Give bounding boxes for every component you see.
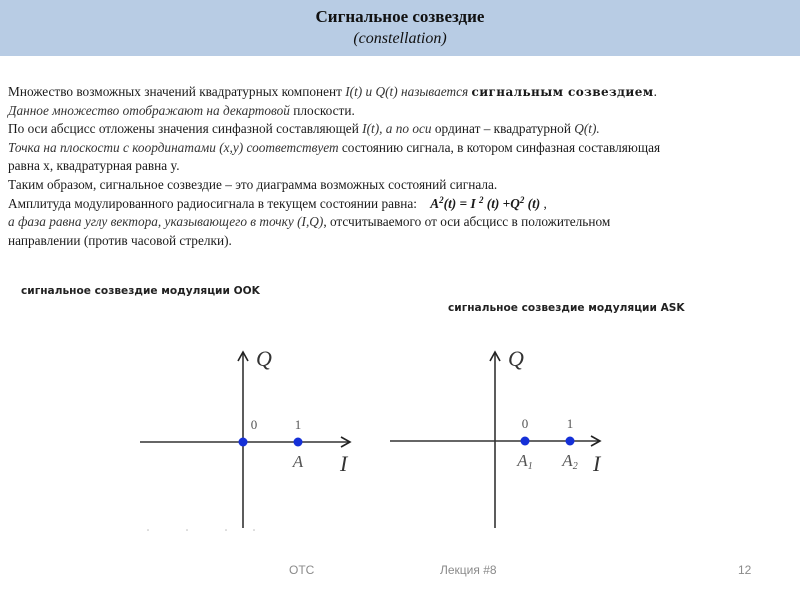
text-span-italic: Данное множество отображают на декартовой [8, 102, 290, 118]
text-line-7 [8, 195, 793, 214]
formula-part: (t) [524, 195, 544, 211]
text-line-4 [8, 139, 793, 158]
text-span-italic: I(t), а по оси [362, 121, 432, 137]
formula-part: A [430, 195, 440, 211]
text-span-italic: а фаза равна углу вектора, указывающего в точку (I,Q) [8, 214, 324, 230]
text-span: состоянию сигнала, в котором синфазная составляющая [338, 139, 661, 155]
ook-i-label: I [340, 451, 348, 476]
ask-bit-label: 0 [521, 416, 529, 431]
text-line-2 [8, 102, 793, 121]
artifact-dot [253, 529, 255, 531]
text-line-3 [8, 120, 793, 139]
text-span: . [653, 84, 657, 99]
ook-bit-label: 1 [294, 417, 302, 432]
slide-title: Сигнальное созвездие [315, 7, 485, 26]
ask-point-name-subscript: 1 [527, 461, 533, 472]
footer-page-number: 12 [738, 563, 752, 577]
text-line-9: направлении (против часовой стрелки). [8, 232, 232, 248]
slide-subtitle: (constellation) [353, 30, 447, 47]
text-line-6: Таким образом, сигнальное созвездие – это диаграмма возможных состояний сигнала. [8, 176, 498, 192]
ook-diagram [140, 346, 350, 531]
text-span: ординат – квадратурной [431, 121, 575, 137]
term-signal-constellation: сигнальным созвездием [471, 85, 654, 99]
amplitude-formula [430, 196, 543, 211]
slide-header [0, 0, 800, 56]
artifact-dot [147, 529, 149, 531]
ook-bit-label: 0 [250, 417, 258, 432]
ask-q-label: Q [508, 346, 524, 371]
text-span: По оси абсцисс отложены значения синфазной составляющей [8, 121, 363, 137]
text-span: , [543, 195, 547, 211]
text-line-1 [8, 83, 793, 102]
ask-point-name-subscript: 2 [572, 461, 578, 472]
footer-lecture: Лекция #8 [440, 563, 497, 577]
footer-course: ОТС [289, 563, 315, 577]
ask-i-label: I [593, 451, 601, 476]
text-span: , отсчитываемого от оси абсцисс в положительном [323, 214, 611, 230]
ask-diagram [390, 346, 602, 528]
text-span: плоскости. [289, 102, 355, 118]
ask-point-name: A1 [517, 451, 533, 472]
artifact-dot [186, 529, 188, 531]
ook-point-name: A [292, 452, 304, 471]
ask-point [566, 437, 575, 446]
ask-bit-label: 1 [566, 416, 574, 431]
ask-caption: сигнальное созвездие модуляции ASK [448, 302, 685, 314]
ook-q-label: Q [256, 346, 272, 371]
ook-caption: сигнальное созвездие модуляции OOK [21, 285, 260, 297]
text-span-italic: Q(t). [574, 121, 600, 137]
text-span-italic: Точка на плоскости с координатами (x,y) соответствует [8, 139, 339, 155]
text-line-5: равна x, квадратурная равна y. [8, 158, 180, 174]
artifact-dot [225, 529, 227, 531]
formula-superscript: 2 [478, 194, 484, 205]
text-line-8 [8, 213, 793, 232]
ask-point-name: A2 [562, 451, 578, 472]
formula-superscript: 2 [519, 194, 525, 205]
formula-superscript: 2 [439, 194, 444, 205]
text-span-italic: I(t) и Q(t) называется [345, 84, 472, 99]
ask-point [521, 437, 530, 446]
formula-part: (t) = I [443, 195, 479, 211]
formula-part: (t) +Q [483, 195, 520, 211]
scan-artifacts [147, 529, 255, 531]
ook-points [239, 417, 304, 471]
ook-point [294, 438, 303, 447]
body-text [8, 83, 793, 250]
text-span: Множество возможных значений квадратурных компонент [8, 84, 346, 99]
ook-point [239, 438, 248, 447]
ask-points [516, 416, 577, 472]
text-span: Амплитуда модулированного радиосигнала в текущем состоянии равна: [8, 195, 417, 211]
